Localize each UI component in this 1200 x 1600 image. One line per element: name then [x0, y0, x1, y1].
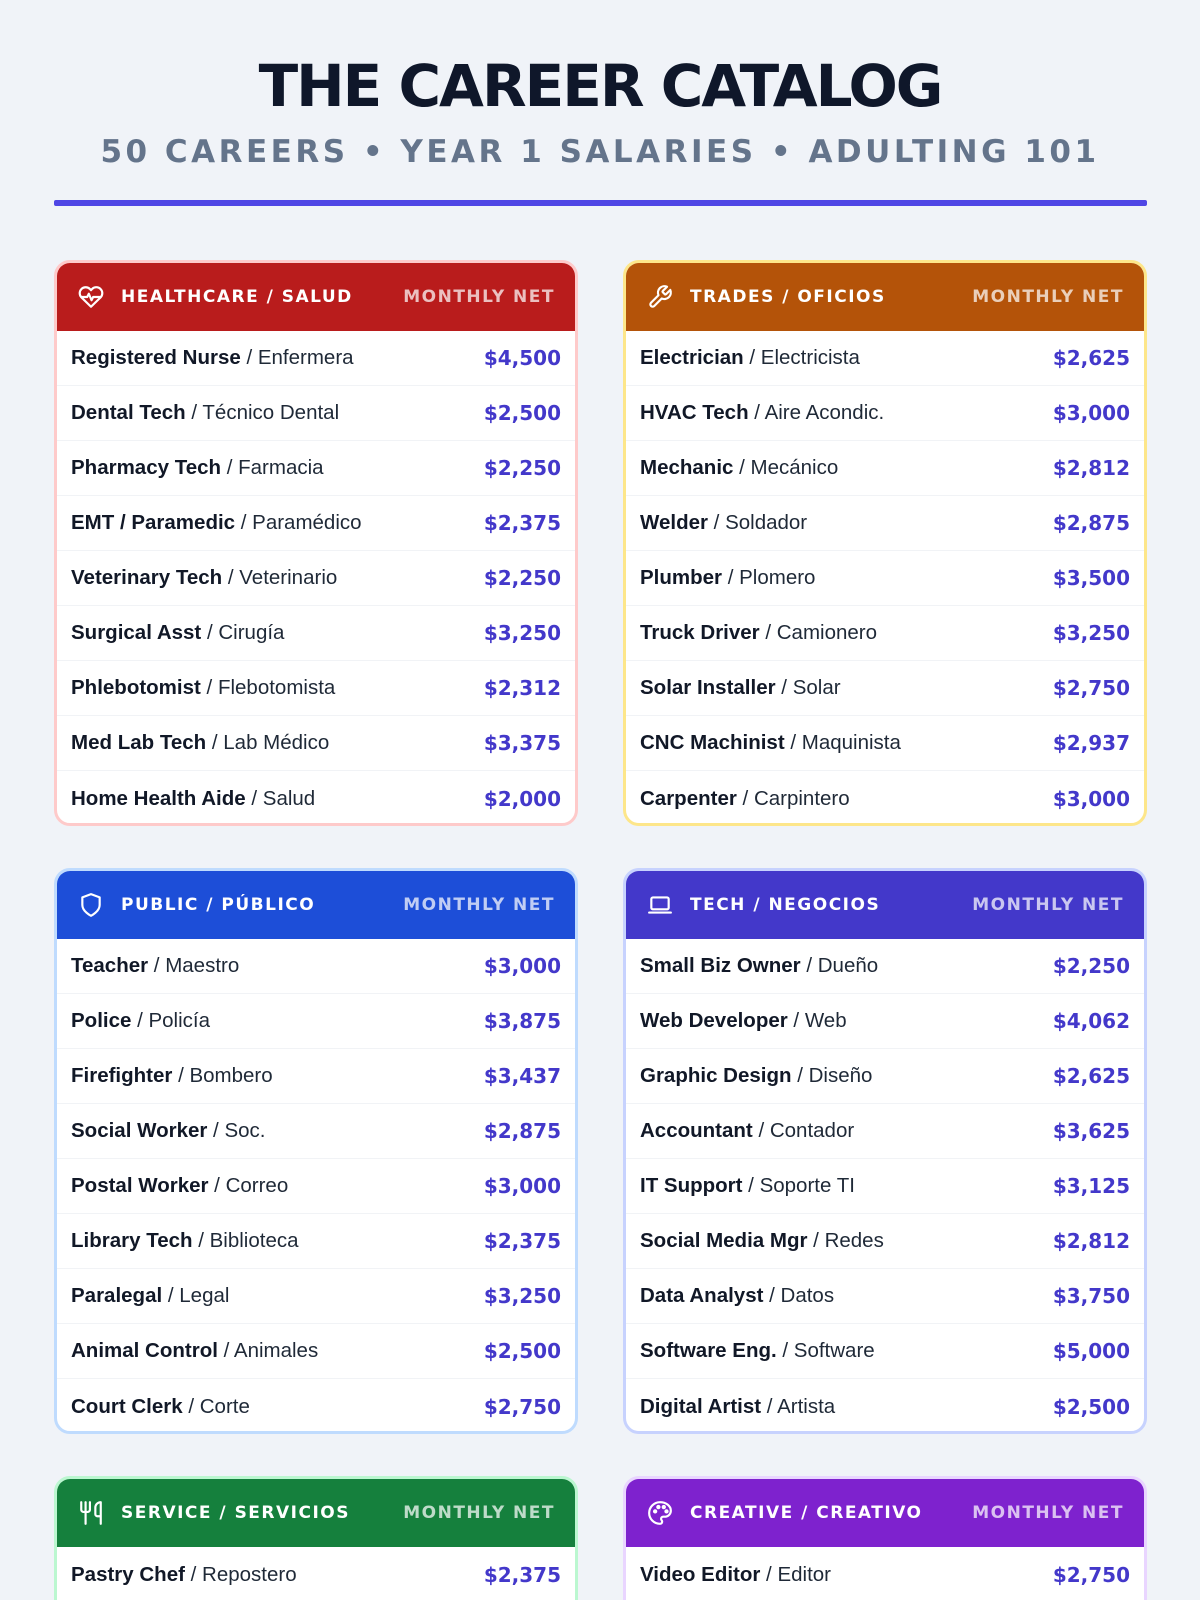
title-separator: / [748, 401, 765, 424]
job-name [71, 566, 484, 590]
job-title-english: Animal Control [71, 1339, 218, 1362]
title-separator: / [148, 954, 166, 977]
job-title-english: Electrician [640, 346, 744, 369]
job-name [71, 1064, 484, 1088]
title-separator: / [200, 676, 218, 699]
job-title-english: Firefighter [71, 1064, 173, 1087]
title-separator: / [206, 731, 224, 754]
monthly-net-salary: $2,375 [483, 1562, 561, 1587]
title-separator: / [759, 621, 777, 644]
title-separator: / [707, 511, 726, 534]
job-title-english: Registered Nurse [71, 346, 241, 369]
career-row [57, 716, 575, 771]
job-name [640, 346, 1053, 370]
job-title-spanish: Redes [824, 1229, 884, 1252]
title-separator: / [743, 346, 761, 369]
job-title-english: Pastry Chef [71, 1562, 185, 1586]
job-name [640, 401, 1053, 425]
title-separator: / [742, 1174, 760, 1197]
job-title-spanish: Datos [780, 1284, 835, 1307]
job-name [71, 1339, 484, 1363]
job-title-spanish: Animales [233, 1339, 319, 1362]
monthly-net-salary: $2,500 [483, 401, 561, 425]
monthly-net-salary: $2,375 [483, 511, 561, 535]
monthly-net-salary: $3,250 [483, 621, 561, 645]
career-row [626, 1214, 1144, 1269]
title-separator: / [240, 346, 258, 369]
monthly-net-salary: $3,625 [1052, 1119, 1130, 1143]
career-card [54, 1476, 578, 1600]
job-name [640, 954, 1053, 978]
job-title-spanish: Paramédico [252, 511, 362, 534]
monthly-net-salary: $3,750 [1052, 1284, 1130, 1308]
job-name [71, 1563, 484, 1587]
title-separator: / [222, 566, 240, 589]
wrench-icon [646, 283, 674, 311]
career-row [626, 716, 1144, 771]
monthly-net-salary: $3,250 [1052, 621, 1130, 645]
job-title-english: Veterinary Tech [71, 566, 223, 589]
job-title-english: Court Clerk [71, 1394, 183, 1418]
job-title-english: IT Support [640, 1174, 743, 1197]
title-separator: / [201, 621, 219, 644]
job-title-english: Pharmacy Tech [71, 456, 222, 479]
monthly-net-salary: $3,000 [1052, 401, 1130, 425]
job-name [640, 1284, 1053, 1308]
job-name [71, 787, 484, 811]
career-row [57, 496, 575, 551]
job-name [71, 511, 484, 535]
job-name [71, 1229, 484, 1253]
monthly-net-salary: $2,625 [1052, 1064, 1130, 1088]
job-title-spanish: Web [804, 1009, 847, 1032]
career-row [626, 496, 1144, 551]
job-title-spanish: Enfermera [257, 346, 354, 369]
job-name [71, 954, 484, 978]
job-title-spanish: Biblioteca [209, 1229, 299, 1252]
card-header [626, 1479, 1144, 1547]
title-separator: / [192, 1229, 210, 1252]
job-title-spanish: Contador [769, 1119, 855, 1142]
job-title-english: Postal Worker [71, 1174, 209, 1197]
monthly-net-salary: $2,937 [1052, 731, 1130, 755]
career-row [626, 994, 1144, 1049]
job-name [71, 676, 484, 700]
job-title-spanish: Soldador [725, 511, 808, 534]
monthly-net-salary: $2,375 [483, 1229, 561, 1253]
job-name [71, 346, 484, 370]
title-separator: / [763, 1284, 781, 1307]
title-separator: / [207, 1119, 225, 1142]
career-list [626, 1547, 1144, 1600]
job-name [640, 621, 1053, 645]
job-title-english: HVAC Tech [640, 401, 749, 424]
title-separator: / [185, 401, 203, 424]
job-title-english: CNC Machinist [640, 731, 785, 754]
monthly-net-salary: $3,875 [483, 1009, 561, 1033]
job-title-english: Truck Driver [640, 621, 760, 644]
career-list [57, 1547, 575, 1600]
job-title-english: Police [71, 1009, 132, 1032]
job-name [71, 1174, 484, 1198]
monthly-net-label: MONTHLY NET [972, 287, 1124, 307]
job-name [640, 1339, 1053, 1363]
job-title-spanish: Solar [792, 676, 841, 699]
job-title-english: Home Health Aide [71, 786, 246, 810]
job-name [640, 1563, 1053, 1587]
career-list [57, 939, 575, 1434]
career-row [626, 1547, 1144, 1600]
job-title-spanish: Correo [225, 1174, 289, 1197]
job-title-spanish: Artista [777, 1394, 836, 1418]
job-title-spanish: Carpintero [753, 786, 850, 810]
card-header [626, 871, 1144, 939]
career-row [626, 1104, 1144, 1159]
job-name [640, 511, 1053, 535]
title-separator: / [217, 1339, 234, 1362]
title-separator: / [182, 1394, 200, 1418]
career-row [626, 441, 1144, 496]
title-separator: / [208, 1174, 226, 1197]
job-title-english: Solar Installer [640, 676, 776, 699]
job-title-english: Small Biz Owner [640, 954, 801, 977]
job-title-spanish: Software [793, 1339, 875, 1362]
job-title-spanish: Lab Médico [223, 731, 330, 754]
title-separator: / [172, 1064, 190, 1087]
job-title-spanish: Diseño [808, 1064, 873, 1087]
title-separator: / [761, 1394, 778, 1418]
heart-pulse-icon [77, 283, 105, 311]
job-title-spanish: Corte [199, 1394, 250, 1418]
card-title: PUBLIC / PÚBLICO [121, 895, 316, 915]
monthly-net-salary: $2,750 [1052, 676, 1130, 700]
career-row [626, 551, 1144, 606]
job-title-english: Med Lab Tech [71, 731, 207, 754]
career-row [626, 1379, 1144, 1434]
job-title-english: Plumber [640, 566, 723, 589]
job-title-english: Library Tech [71, 1229, 193, 1252]
job-name [71, 1119, 484, 1143]
career-row [57, 1324, 575, 1379]
job-name [640, 1395, 1053, 1419]
job-name [71, 1395, 484, 1419]
job-title-spanish: Camionero [776, 621, 878, 644]
job-title-spanish: Legal [179, 1284, 230, 1307]
monthly-net-label: MONTHLY NET [972, 1503, 1124, 1523]
career-row [57, 331, 575, 386]
title-separator: / [775, 676, 793, 699]
page-title: THE CAREER CATALOG [258, 52, 942, 120]
card-title: SERVICE / SERVICIOS [121, 1503, 350, 1523]
job-name [640, 1009, 1053, 1033]
job-title-spanish: Electricista [760, 346, 860, 369]
title-separator: / [733, 456, 751, 479]
career-card [623, 260, 1147, 826]
job-title-english: Web Developer [640, 1009, 788, 1032]
card-title: CREATIVE / CREATIVO [690, 1503, 923, 1523]
monthly-net-salary: $2,250 [483, 456, 561, 480]
monthly-net-salary: $4,500 [483, 346, 561, 370]
title-separator: / [221, 456, 239, 479]
monthly-net-salary: $2,750 [1052, 1562, 1130, 1587]
monthly-net-salary: $3,250 [483, 1284, 561, 1308]
job-title-english: Graphic Design [640, 1064, 792, 1087]
job-name [640, 566, 1053, 590]
monthly-net-salary: $2,000 [483, 786, 561, 811]
career-row [626, 939, 1144, 994]
monthly-net-salary: $2,250 [1052, 954, 1130, 978]
job-title-english: Social Media Mgr [640, 1229, 808, 1252]
card-title: TECH / NEGOCIOS [690, 895, 881, 915]
title-separator: / [131, 1009, 149, 1032]
monthly-net-salary: $2,750 [483, 1394, 561, 1419]
monthly-net-salary: $2,500 [1052, 1394, 1130, 1419]
job-title-english: Accountant [640, 1119, 753, 1142]
job-name [640, 456, 1053, 480]
job-title-english: Mechanic [640, 456, 734, 479]
job-title-english: Surgical Asst [71, 621, 202, 644]
job-name [640, 787, 1053, 811]
title-separator: / [787, 1009, 805, 1032]
career-row [57, 606, 575, 661]
monthly-net-label: MONTHLY NET [972, 895, 1124, 915]
utensils-icon [77, 1499, 105, 1527]
career-grid [54, 260, 1147, 1600]
career-list [626, 331, 1144, 826]
job-title-english: Software Eng. [640, 1339, 777, 1362]
monthly-net-label: MONTHLY NET [403, 1503, 555, 1523]
title-separator: / [752, 1119, 770, 1142]
monthly-net-salary: $2,500 [483, 1339, 561, 1363]
job-name [71, 621, 484, 645]
monthly-net-salary: $2,312 [483, 676, 561, 700]
career-card [623, 868, 1147, 1434]
page-header [0, 0, 1200, 172]
title-separator: / [807, 1229, 825, 1252]
job-title-spanish: Plomero [739, 566, 816, 589]
card-header [57, 1479, 575, 1547]
job-title-spanish: Aire Acondic. [764, 401, 885, 424]
career-card [54, 260, 578, 826]
title-separator: / [800, 954, 818, 977]
career-row [57, 1269, 575, 1324]
career-row [57, 661, 575, 716]
career-row [626, 1269, 1144, 1324]
shield-icon [77, 891, 105, 919]
job-name [71, 456, 484, 480]
job-title-spanish: Farmacia [238, 456, 324, 479]
monthly-net-salary: $2,875 [483, 1119, 561, 1143]
job-name [640, 1119, 1053, 1143]
monthly-net-label: MONTHLY NET [403, 287, 555, 307]
monthly-net-salary: $2,875 [1052, 511, 1130, 535]
job-name [71, 401, 484, 425]
title-separator: / [184, 1562, 203, 1586]
job-name [640, 731, 1053, 755]
job-title-spanish: Repostero [202, 1562, 297, 1586]
job-title-spanish: Maestro [165, 954, 240, 977]
job-title-spanish: Veterinario [239, 566, 338, 589]
job-title-spanish: Soc. [224, 1119, 266, 1142]
monthly-net-salary: $5,000 [1052, 1339, 1130, 1363]
title-separator: / [162, 1284, 180, 1307]
job-title-english: Digital Artist [640, 1394, 762, 1418]
job-title-english: Data Analyst [640, 1284, 764, 1307]
card-header [626, 263, 1144, 331]
job-title-english: Dental Tech [71, 401, 186, 424]
title-separator: / [784, 731, 802, 754]
monthly-net-salary: $3,000 [1052, 786, 1130, 811]
job-title-spanish: Salud [262, 786, 316, 810]
job-title-spanish: Mecánico [750, 456, 839, 479]
career-row [57, 1159, 575, 1214]
monthly-net-salary: $3,125 [1052, 1174, 1130, 1198]
career-card [623, 1476, 1147, 1600]
career-row [626, 606, 1144, 661]
laptop-icon [646, 891, 674, 919]
title-separator: / [791, 1064, 809, 1087]
monthly-net-salary: $3,437 [483, 1064, 561, 1088]
card-title: HEALTHCARE / SALUD [121, 287, 353, 307]
title-separator: / [722, 566, 740, 589]
job-title-english: EMT / Paramedic [71, 511, 236, 534]
job-title-english: Video Editor [640, 1562, 761, 1586]
career-row [57, 939, 575, 994]
career-row [57, 441, 575, 496]
monthly-net-salary: $3,375 [483, 731, 561, 755]
job-title-spanish: Flebotomista [217, 676, 336, 699]
header-divider [54, 200, 1147, 206]
career-card [54, 868, 578, 1434]
card-title: TRADES / OFICIOS [690, 287, 886, 307]
job-title-english: Teacher [71, 954, 149, 977]
title-separator: / [776, 1339, 794, 1362]
job-title-spanish: Editor [777, 1562, 832, 1586]
title-separator: / [245, 786, 263, 810]
job-title-spanish: Policía [148, 1009, 211, 1032]
job-title-spanish: Técnico Dental [202, 401, 340, 424]
job-title-spanish: Bombero [189, 1064, 273, 1087]
page-subtitle: 50 CAREERS • YEAR 1 SALARIES • ADULTING 101 [100, 134, 1100, 170]
monthly-net-salary: $3,500 [1052, 566, 1130, 590]
job-name [640, 1229, 1053, 1253]
career-list [57, 331, 575, 826]
monthly-net-salary: $2,625 [1052, 346, 1130, 370]
monthly-net-salary: $3,000 [483, 954, 561, 978]
monthly-net-salary: $3,000 [483, 1174, 561, 1198]
job-title-spanish: Maquinista [801, 731, 901, 754]
card-header [57, 263, 575, 331]
title-separator: / [235, 511, 253, 534]
career-row [57, 1049, 575, 1104]
job-name [640, 676, 1053, 700]
career-row [57, 994, 575, 1049]
job-name [71, 1284, 484, 1308]
job-title-english: Paralegal [71, 1284, 163, 1307]
job-name [640, 1174, 1053, 1198]
job-title-english: Carpenter [640, 786, 737, 810]
job-title-spanish: Soporte TI [759, 1174, 855, 1197]
career-row [626, 1159, 1144, 1214]
title-separator: / [760, 1562, 778, 1586]
career-row [57, 1379, 575, 1434]
career-row [626, 386, 1144, 441]
monthly-net-salary: $2,250 [483, 566, 561, 590]
career-row [626, 771, 1144, 826]
job-title-spanish: Cirugía [218, 621, 285, 644]
career-row [626, 331, 1144, 386]
career-list [626, 939, 1144, 1434]
job-name [71, 731, 484, 755]
career-row [57, 386, 575, 441]
title-separator: / [736, 786, 754, 810]
career-row [57, 1104, 575, 1159]
monthly-net-salary: $4,062 [1052, 1009, 1130, 1033]
career-row [57, 551, 575, 606]
job-title-spanish: Dueño [817, 954, 879, 977]
monthly-net-salary: $2,812 [1052, 456, 1130, 480]
career-row [626, 1324, 1144, 1379]
career-row [57, 771, 575, 826]
palette-icon [646, 1499, 674, 1527]
card-header [57, 871, 575, 939]
career-row [57, 1214, 575, 1269]
job-title-english: Social Worker [71, 1119, 208, 1142]
job-name [640, 1064, 1053, 1088]
monthly-net-salary: $2,812 [1052, 1229, 1130, 1253]
job-title-english: Welder [640, 511, 708, 534]
career-row [626, 1049, 1144, 1104]
monthly-net-label: MONTHLY NET [403, 895, 555, 915]
career-row [57, 1547, 575, 1600]
job-name [71, 1009, 484, 1033]
career-row [626, 661, 1144, 716]
job-title-english: Phlebotomist [71, 676, 201, 699]
